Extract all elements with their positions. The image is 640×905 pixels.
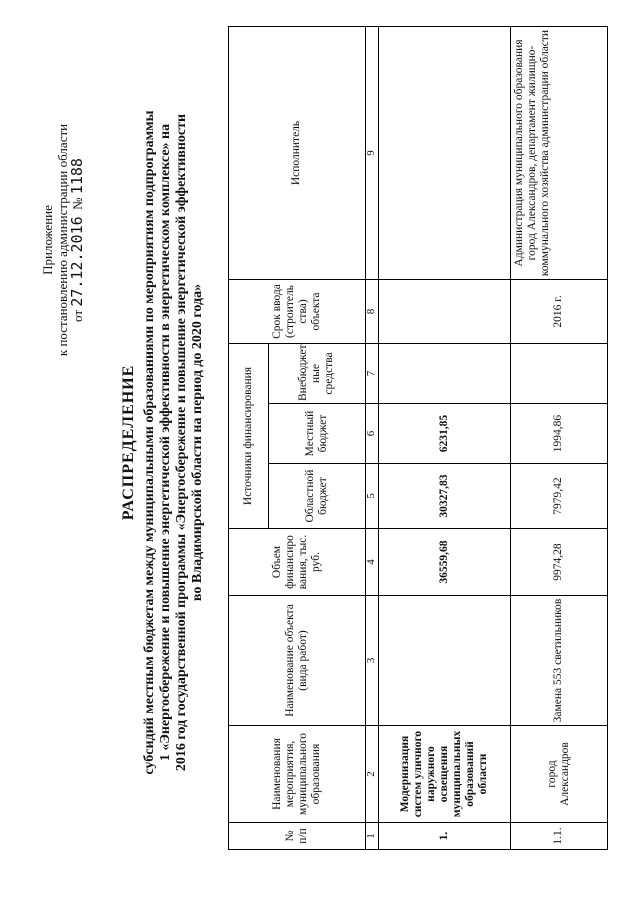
table-row — [378, 27, 510, 850]
row-name: город Александров — [510, 726, 607, 823]
row-volume: 9974,28 — [510, 529, 607, 596]
row-num: 1.1. — [510, 823, 607, 850]
header-extra: Внебюджет ные средства — [268, 344, 365, 404]
row-extra — [378, 344, 510, 404]
header-regional: Областной бюджет — [268, 464, 365, 529]
row-executor — [378, 27, 510, 280]
col-number: 4 — [365, 529, 378, 596]
header-sources: Источники финансирования — [229, 344, 269, 529]
number-value: 1188 — [68, 158, 86, 195]
document-title: РАСПРЕДЕЛЕНИЕ — [120, 364, 137, 521]
distribution-table — [228, 26, 608, 850]
row-volume: 36559,68 — [378, 529, 510, 596]
header-object: Наименование объекта (вида работ) — [229, 596, 366, 726]
col-number: 1 — [365, 823, 378, 850]
header-local: Местный бюджет — [268, 404, 365, 464]
header-executor: Исполнитель — [229, 27, 366, 280]
col-number: 2 — [365, 726, 378, 823]
header-row-1 — [229, 27, 269, 850]
column-number-row — [365, 27, 378, 850]
col-number: 6 — [365, 404, 378, 464]
row-local: 1994,86 — [510, 404, 607, 464]
date-prefix: от — [70, 309, 85, 322]
row-term: 2016 г. — [510, 280, 607, 344]
date-value: 27.12.2016 — [68, 216, 86, 307]
row-executor: Администрация муниципального образования город Александров, департамент жилищно-коммунального хозяйства администрации области — [510, 27, 607, 280]
col-number: 7 — [365, 344, 378, 404]
header-volume: Объем финансиро вания, тыс. руб. — [229, 529, 366, 596]
resolution-text: к постановлению администрации области — [55, 123, 70, 357]
col-number: 5 — [365, 464, 378, 529]
header-term: Срок ввода (строитель ства) объекта — [229, 280, 366, 344]
document-title-block — [120, 110, 206, 775]
col-number: 8 — [365, 280, 378, 344]
header-num: № п/п — [229, 823, 366, 850]
row-object: Замена 553 светильников — [510, 596, 607, 726]
appendix-block — [40, 30, 85, 450]
date-number-line — [70, 30, 85, 450]
header-measure: Наименования мероприятия, муниципального образования — [229, 726, 366, 823]
row-regional: 7979,42 — [510, 464, 607, 529]
row-regional: 30327,83 — [378, 464, 510, 529]
row-num: 1. — [378, 823, 510, 850]
row-name: Модернизация систем уличного наружного освещения муниципальных образований области — [378, 726, 510, 823]
document-subtitle: субсидий местным бюджетам между муниципальными образованиями по мероприятиям подпрограммы 1 «Энергосбережение и повышение энергетической эффективности в энергетическом комплексе» на 2016 год государственной программы «Энергосбережение и повышение энергетической эффективности во Владимирской области на период до 2020 года» — [142, 110, 205, 775]
row-term — [378, 280, 510, 344]
row-local: 6231,85 — [378, 404, 510, 464]
table-row — [510, 27, 607, 850]
col-number: 9 — [365, 27, 378, 280]
row-extra — [510, 344, 607, 404]
row-object — [378, 596, 510, 726]
col-number: 3 — [365, 596, 378, 726]
number-prefix: № — [70, 197, 85, 210]
appendix-label: Приложение — [40, 205, 55, 275]
